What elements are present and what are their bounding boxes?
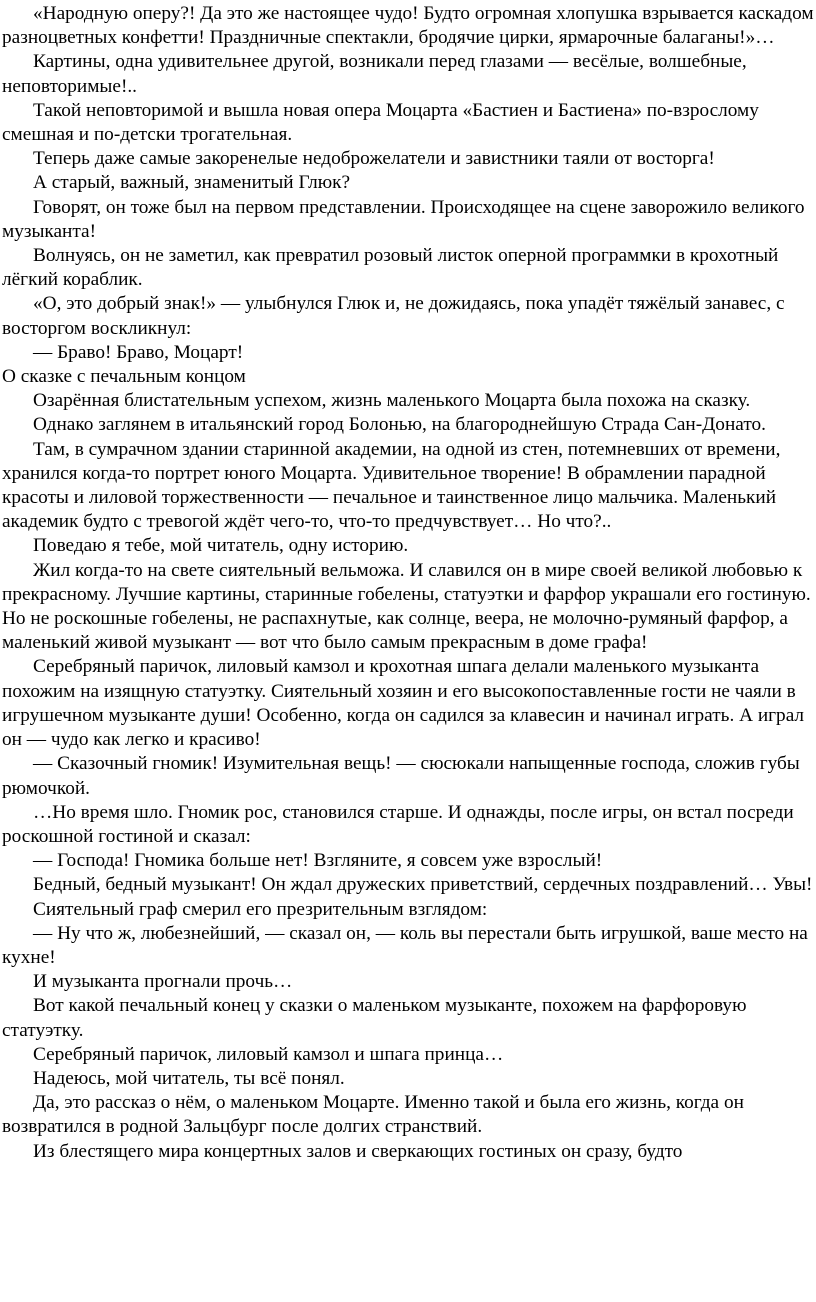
paragraph: Жил когда-то на свете сиятельный вельможа. И славился он в мире своей великой любовью к прекрасному. Лучшие картины, старинные гобелены, статуэтки и фарфор украшали его гостиную. Но не роскошные гобелены, не распахнутые, как солнце, веера, не молочно-румяный фарфор, а маленький живой музыкант — вот что было самым прекрасным в доме графа!: [2, 559, 811, 654]
paragraph: А старый, важный, знаменитый Глюк?: [33, 172, 351, 194]
paragraph: — Ну что ж, любезнейший, — сказал он, — коль вы перестали быть игрушкой, ваше место на кухне!: [2, 922, 808, 968]
paragraph: Вот какой печальный конец у сказки о маленьком музыканте, похожем на фарфоровую статуэтку.: [2, 995, 747, 1041]
paragraph: Бедный, бедный музыкант! Он ждал дружеских приветствий, сердечных поздравлений… Увы!: [33, 874, 813, 896]
paragraph: Однако заглянем в итальянский город Болонью, на благороднейшую Страда Сан-Донато.: [33, 414, 766, 436]
paragraph: И музыканта прогнали прочь…: [33, 971, 293, 993]
paragraph: — Сказочный гномик! Изумительная вещь! — сюсюкали напыщенные господа, сложив губы рюмочкой.: [2, 753, 800, 799]
paragraph: Теперь даже самые закоренелые недоброжелатели и завистники таяли от восторга!: [33, 148, 715, 170]
paragraph: Говорят, он тоже был на первом представлении. Происходящее на сцене заворожило великого музыканта!: [2, 196, 805, 242]
paragraph: Картины, одна удивительнее другой, возникали перед глазами — весёлые, волшебные, неповторимые!..: [2, 51, 747, 97]
paragraph: Волнуясь, он не заметил, как превратил розовый листок оперной программки в крохотный лёгкий кораблик.: [2, 245, 779, 291]
paragraph: — Господа! Гномика больше нет! Взгляните, я совсем уже взрослый!: [33, 850, 603, 872]
paragraph: — Браво! Браво, Моцарт!: [33, 341, 244, 363]
paragraph: Такой неповторимой и вышла новая опера Моцарта «Бастиен и Бастиена» по-взрослому смешная и по-детски трогательная.: [2, 99, 759, 146]
paragraph: …Но время шло. Гномик рос, становился старше. И однажды, после игры, он встал посреди роскошной гостиной и сказал:: [2, 801, 794, 847]
paragraph: Сиятельный граф смерил его презрительным взглядом:: [33, 898, 488, 920]
section-heading: О сказке с печальным концом: [2, 366, 246, 388]
paragraph: Да, это рассказ о нём, о маленьком Моцарте. Именно такой и была его жизнь, когда он возвратился в родной Зальцбург после долгих странствий.: [2, 1092, 744, 1138]
paragraph: Там, в сумрачном здании старинной академии, на одной из стен, потемневших от времени, хранился когда-то портрет юного Моцарта. Удивительное творение! В обрамлении парадной красоты и лиловой торжественности — печальное и таинственное лицо мальчика. Маленький академик будто с тревогой ждёт чего-то, что-то предчувствует… Но что?..: [2, 438, 781, 533]
paragraph: Серебряный паричок, лиловый камзол и шпага принца…: [33, 1043, 504, 1065]
paragraph: Серебряный паричок, лиловый камзол и крохотная шпага делали маленького музыканта похожим на изящную статуэтку. Сиятельный хозяин и его высокопоставленные гости не чаяли в игрушечном музыканте души! Особенно, когда он садился за клавесин и начинал играть. А играл он — чудо как легко и красиво!: [2, 656, 805, 751]
paragraph: «О, это добрый знак!» — улыбнулся Глюк и, не дожидаясь, пока упадёт тяжёлый занавес, с восторгом воскликнул:: [2, 293, 785, 339]
paragraph: Надеюсь, мой читатель, ты всё понял.: [33, 1067, 345, 1089]
paragraph: Из блестящего мира концертных залов и сверкающих гостиных он сразу, будто: [33, 1140, 683, 1162]
paragraph: Озарённая блистательным успехом, жизнь маленького Моцарта была похожа на сказку.: [33, 390, 751, 412]
paragraph: Поведаю я тебе, мой читатель, одну историю.: [33, 535, 409, 557]
paragraph: «Народную оперу?! Да это же настоящее чудо! Будто огромная хлопушка взрывается каскадом разноцветных конфетти! Праздничные спектакли, бродячие цирки, ярмарочные балаганы!»…: [2, 3, 814, 49]
